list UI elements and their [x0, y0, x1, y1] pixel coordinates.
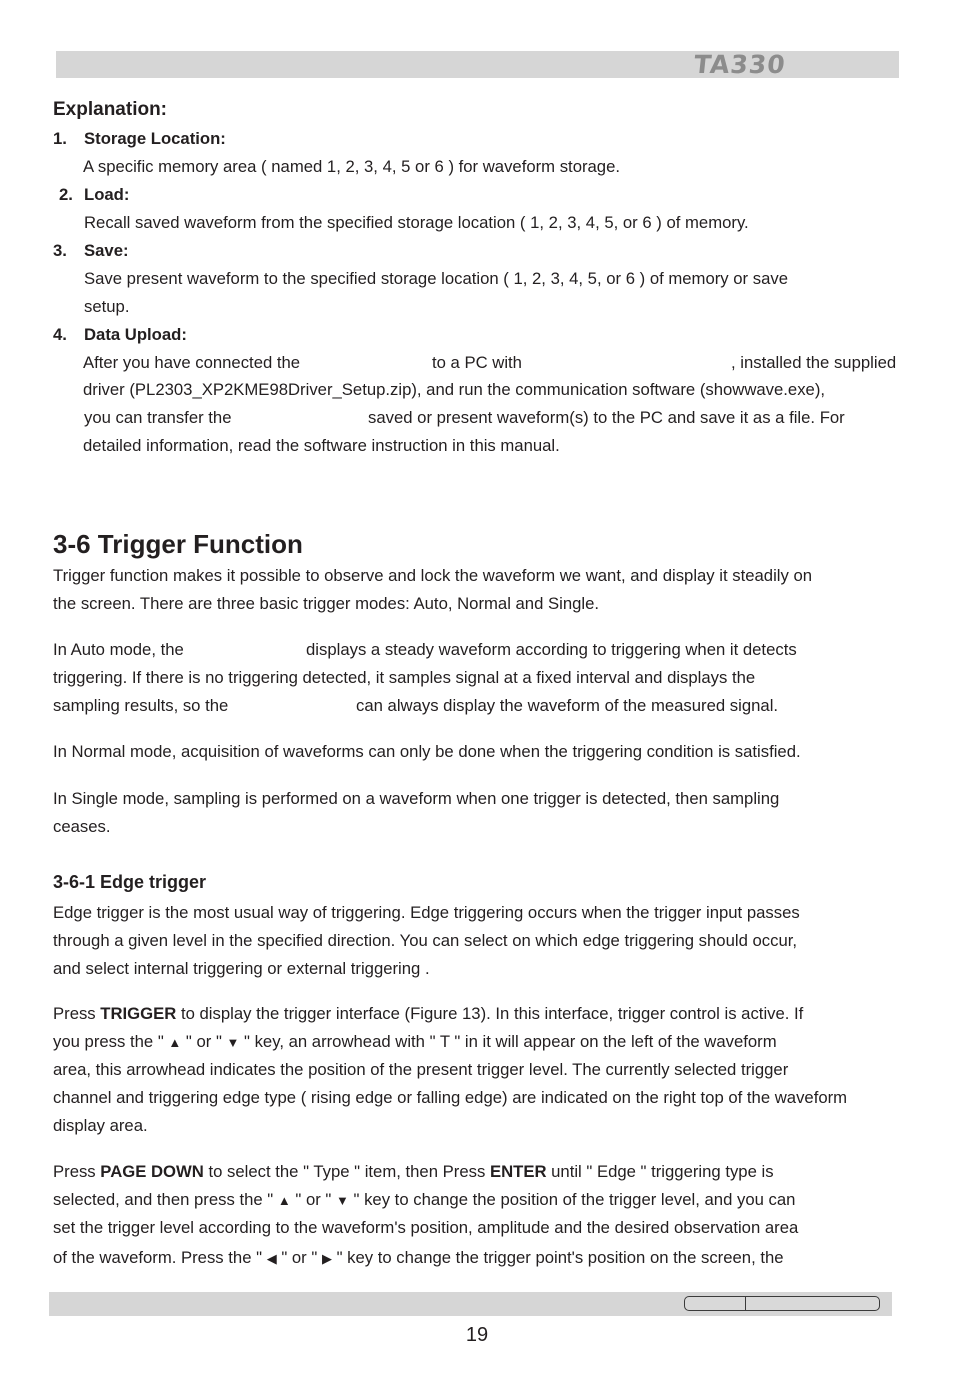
paragraph-line: channel and triggering edge type ( rising edge or falling edge) are indicated on the right top of the waveform: [53, 1088, 848, 1107]
paragraph-line: you press the " ▲ " or " ▼ " key, an arrowhead with " T " in it will appear on the left of the waveform: [53, 1032, 777, 1051]
paragraph-line: displays a steady waveform according to triggering when it detects: [306, 640, 797, 659]
paragraph-line: triggering. If there is no triggering detected, it samples signal at a fixed interval and displays the: [53, 668, 756, 687]
item-title-load: Load:: [84, 185, 130, 204]
brand-logo: TA330: [692, 50, 788, 79]
paragraph-line: can always display the waveform of the measured signal.: [356, 696, 779, 715]
paragraph-line: sampling results, so the: [53, 696, 229, 715]
subsection-heading: 3-6-1 Edge trigger: [53, 872, 207, 892]
explanation-heading: Explanation:: [53, 99, 168, 120]
item-text: setup.: [84, 297, 130, 316]
item-text: After you have connected the: [83, 353, 301, 372]
down-arrow-icon: ▼: [226, 1035, 240, 1050]
paragraph-line: In Single mode, sampling is performed on a waveform when one trigger is detected, then sampling: [53, 789, 780, 808]
item-title-save: Save:: [84, 241, 129, 260]
item-title-data-upload: Data Upload:: [84, 325, 187, 344]
item-text: , installed the supplied: [731, 353, 897, 372]
key-trigger: TRIGGER: [100, 1004, 177, 1023]
right-arrow-icon: ▶: [321, 1251, 332, 1266]
key-page-down: PAGE DOWN: [100, 1162, 204, 1181]
paragraph-line: set the trigger level according to the waveform's position, amplitude and the desired observation area: [53, 1218, 799, 1237]
down-arrow-icon: ▼: [336, 1193, 349, 1208]
left-arrow-icon: ◀: [266, 1251, 277, 1266]
paragraph-line: area, this arrowhead indicates the position of the present trigger level. The currently selected trigger: [53, 1060, 789, 1079]
item-text: to a PC with: [432, 353, 522, 372]
item-text: you can transfer the: [84, 408, 232, 427]
paragraph-line: Press TRIGGER to display the trigger interface (Figure 13). In this interface, trigger control is active. If: [53, 1004, 804, 1023]
paragraph-line: In Auto mode, the: [53, 640, 184, 659]
item-text: A specific memory area ( named 1, 2, 3, 4, 5 or 6 ) for waveform storage.: [83, 157, 621, 176]
section-heading: 3-6 Trigger Function: [53, 529, 303, 559]
item-number: 4.: [53, 325, 67, 344]
item-number: 3.: [53, 241, 67, 260]
item-number: 2.: [59, 185, 73, 204]
up-arrow-icon: ▲: [168, 1035, 182, 1050]
paragraph-line: the screen. There are three basic trigger modes: Auto, Normal and Single.: [53, 594, 600, 613]
item-text: driver (PL2303_XP2KME98Driver_Setup.zip), and run the communication software (showwave.exe),: [83, 380, 826, 399]
paragraph-line: In Normal mode, acquisition of waveforms can only be done when the triggering condition is satisfied.: [53, 742, 801, 761]
item-text: detailed information, read the software instruction in this manual.: [83, 436, 560, 455]
item-text: Recall saved waveform from the specified storage location ( 1, 2, 3, 4, 5, or 6 ) of memory.: [84, 213, 749, 232]
page-number: 19: [465, 1324, 489, 1346]
paragraph-line: Press PAGE DOWN to select the " Type " item, then Press ENTER until " Edge " triggering type is: [53, 1162, 774, 1181]
paragraph-line: Edge trigger is the most usual way of triggering. Edge triggering occurs when the trigger input passes: [53, 903, 800, 922]
paragraph-line: display area.: [53, 1116, 148, 1135]
paragraph-line: and select internal triggering or external triggering .: [53, 959, 430, 978]
up-arrow-icon: ▲: [277, 1193, 291, 1208]
paragraph-line: Trigger function makes it possible to observe and lock the waveform we want, and display it steadily on: [53, 566, 813, 585]
item-text: Save present waveform to the specified storage location ( 1, 2, 3, 4, 5, or 6 ) of memory or save: [84, 269, 788, 288]
paragraph-line: of the waveform. Press the " ◀ " or " ▶ " key to change the trigger point's position on the screen, the: [53, 1248, 784, 1267]
paragraph-line: ceases.: [53, 817, 111, 836]
item-text: saved or present waveform(s) to the PC and save it as a file. For: [368, 408, 845, 427]
item-number: 1.: [53, 129, 67, 148]
paragraph-line: selected, and then press the " ▲ " or " ▼ " key to change the position of the trigger level, and you can: [53, 1190, 796, 1209]
footer-decoration: [684, 1296, 880, 1311]
item-title-storage: Storage Location:: [84, 129, 226, 148]
paragraph-line: through a given level in the specified direction. You can select on which edge triggering should occur,: [53, 931, 798, 950]
key-enter: ENTER: [489, 1162, 547, 1181]
